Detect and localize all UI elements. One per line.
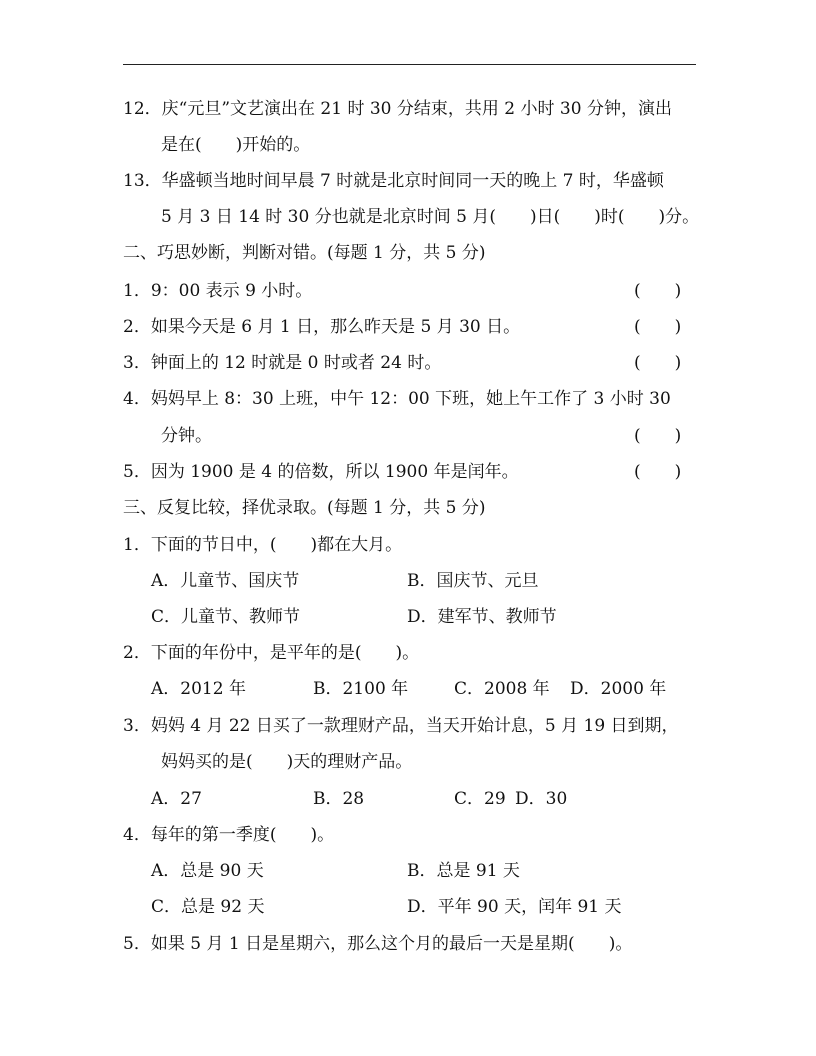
judge-item-4-text: 4．妈妈早上 8：30 上班，中午 12：00 下班，她上午工作了 3 小时 30 — [123, 389, 671, 409]
section-3-heading: 三、反复比较，择优录取。(每题 1 分，共 5 分) — [123, 498, 486, 518]
judge-item-5-answer-paren: ( ) — [634, 462, 682, 482]
choice-q1-option-c: C．儿童节、教师节 — [151, 607, 301, 627]
question-13-line1: 13．华盛顿当地时间早晨 7 时就是北京时间同一天的晚上 7 时，华盛顿 — [123, 171, 664, 191]
judge-item-1-answer-paren: ( ) — [634, 281, 682, 301]
judge-item-1-text: 1．9：00 表示 9 小时。 — [123, 281, 313, 301]
judge-item-4-text-cont: 分钟。 — [161, 426, 212, 446]
question-12-line2: 是在( )开始的。 — [161, 135, 311, 155]
choice-q3-option-c: C．29 — [454, 789, 506, 809]
judge-item-3-text: 3．钟面上的 12 时就是 0 时或者 24 时。 — [123, 353, 442, 373]
judge-item-5-text: 5．因为 1900 是 4 的倍数，所以 1900 年是闰年。 — [123, 462, 519, 482]
question-12-line1: 12．庆“元旦”文艺演出在 21 时 30 分结束，共用 2 小时 30 分钟，演出 — [123, 99, 672, 119]
judge-item-2-answer-paren: ( ) — [634, 317, 682, 337]
choice-q3-stem-line2: 妈妈买的是( )天的理财产品。 — [161, 752, 413, 772]
choice-q1-stem: 1．下面的节日中，( )都在大月。 — [123, 535, 403, 555]
choice-q2-stem: 2．下面的年份中，是平年的是( )。 — [123, 643, 420, 663]
choice-q4-option-c: C．总是 92 天 — [151, 897, 265, 917]
choice-q3-option-b: B．28 — [313, 789, 365, 809]
choice-q3-option-d: D．30 — [515, 789, 568, 809]
judge-item-2-text: 2．如果今天是 6 月 1 日，那么昨天是 5 月 30 日。 — [123, 317, 521, 337]
choice-q2-option-b: B．2100 年 — [313, 679, 409, 699]
choice-q4-stem: 4．每年的第一季度( )。 — [123, 825, 335, 845]
choice-q3-option-a: A．27 — [151, 789, 202, 809]
choice-q4-option-d: D．平年 90 天，闰年 91 天 — [407, 897, 622, 917]
choice-q5-stem: 5．如果 5 月 1 日是星期六，那么这个月的最后一天是星期( )。 — [123, 934, 633, 954]
judge-item-4-answer-paren: ( ) — [634, 426, 682, 446]
header-rule — [123, 64, 696, 65]
choice-q3-stem-line1: 3．妈妈 4 月 22 日买了一款理财产品，当天开始计息，5 月 19 日到期， — [123, 716, 679, 736]
choice-q2-option-d: D．2000 年 — [570, 679, 667, 699]
choice-q2-option-a: A．2012 年 — [151, 679, 246, 699]
section-2-heading: 二、巧思妙断，判断对错。(每题 1 分，共 5 分) — [123, 243, 486, 263]
choice-q1-option-d: D．建军节、教师节 — [407, 607, 557, 627]
choice-q4-option-b: B．总是 91 天 — [407, 861, 520, 881]
choice-q1-option-a: A．儿童节、国庆节 — [151, 571, 300, 591]
choice-q1-option-b: B．国庆节、元旦 — [407, 571, 539, 591]
judge-item-3-answer-paren: ( ) — [634, 353, 682, 373]
question-13-line2: 5 月 3 日 14 时 30 分也就是北京时间 5 月( )日( )时( )分。 — [161, 207, 700, 227]
choice-q4-option-a: A．总是 90 天 — [151, 861, 264, 881]
choice-q2-option-c: C．2008 年 — [454, 679, 550, 699]
